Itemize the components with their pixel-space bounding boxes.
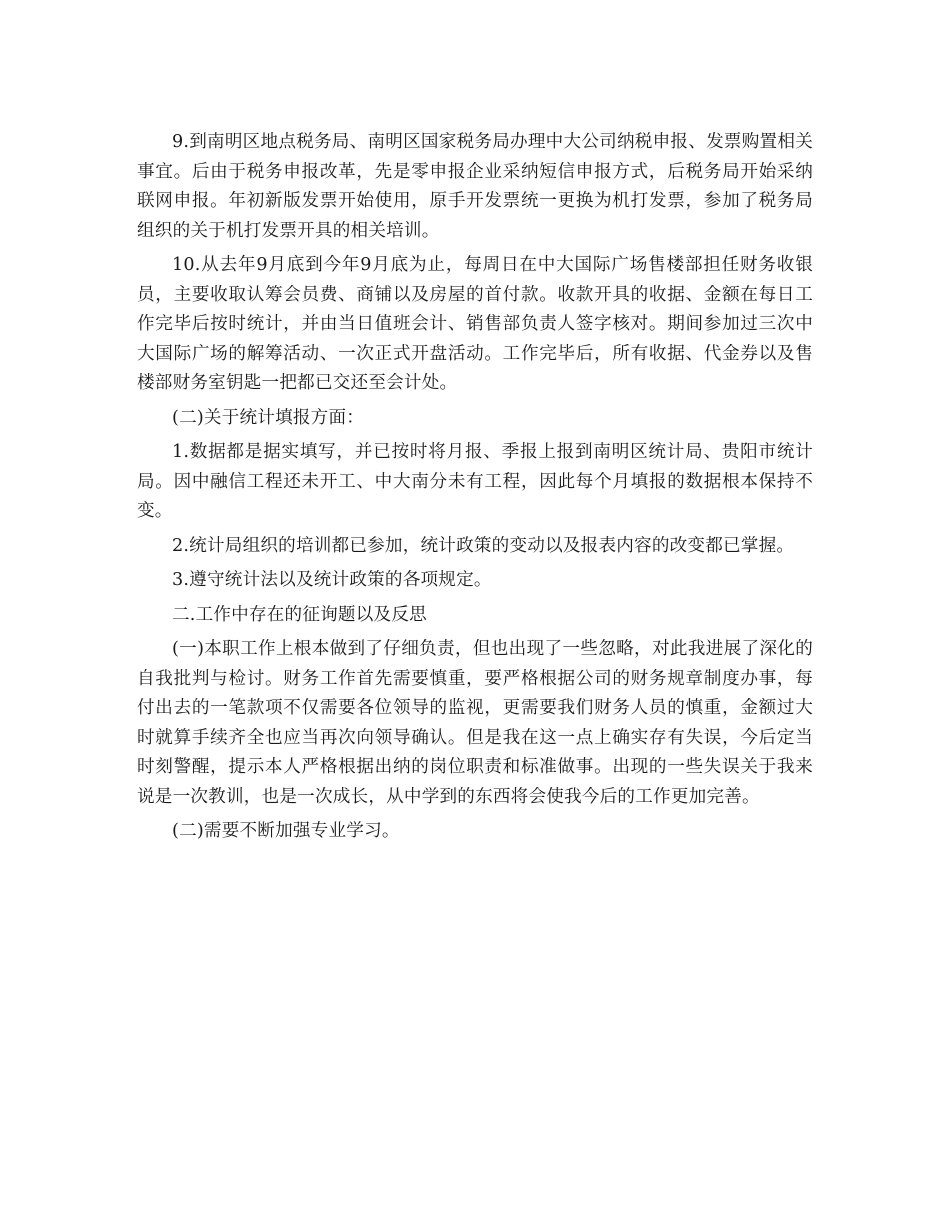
paragraph-statistics-3: 3.遵守统计法以及统计政策的各项规定。 (172, 570, 492, 590)
paragraph-reflection: (一)本职工作上根本做到了仔细负责，但也出现了一些忽略，对此我进展了深化的自我批判与检讨。财务工作首先需要慎重，要严格根据公司的财务规章制度办事，每付出去的一笔款项不仅需要各位领导的监视，更需要我们财务人员的慎重，金额过大时就算手续齐全也应当再次向领导确认。但是我在这一点上确实存有失误，今后定当时刻警醒，提示本人严格根据出纳的岗位职责和标准做事。出现的一些失误关于我来说是一次教训，也是一次成长，从中学到的东西将会使我今后的工作更加完善。 (137, 639, 813, 807)
paragraph-study: (二)需要不断加强专业学习。 (172, 821, 400, 841)
paragraph-tax-filing: 9.到南明区地点税务局、南明区国家税务局办理中大公司纳税申报、发票购置相关事宜。后由于税务申报改革，先是零申报企业采纳短信申报方式，后税务局开始采纳联网申报。年初新版发票开始使用，原手开发票统一更换为机打发票，参加了税务局组织的关于机打发票开具的相关培训。 (137, 132, 813, 241)
section-heading-problems: 二.工作中存在的征询题以及反思 (172, 604, 427, 625)
document-body (137, 128, 813, 852)
paragraph-cashier-duty: 10.从去年9月底到今年9月底为止，每周日在中大国际广场售楼部担任财务收银员，主要收取认筹会员费、商铺以及房屋的首付款。收款开具的收据、金额在每日工作完毕后按时统计，并由当日值班会计、销售部负责人签字核对。期间参加过三次中大国际广场的解筹活动、一次正式开盘活动。工作完毕后，所有收据、代金券以及售楼部财务室钥匙一把都已交还至会计处。 (137, 255, 813, 393)
section-heading-statistics: (二)关于统计填报方面： (172, 407, 365, 428)
paragraph-statistics-2: 2.统计局组织的培训都已参加，统计政策的变动以及报表内容的改变都已掌握。 (172, 535, 795, 556)
paragraph-statistics-1: 1.数据都是据实填写，并已按时将月报、季报上报到南明区统计局、贵阳市统计局。因中融信工程还未开工、中大南分未有工程，因此每个月填报的数据根本保持不变。 (137, 442, 813, 521)
